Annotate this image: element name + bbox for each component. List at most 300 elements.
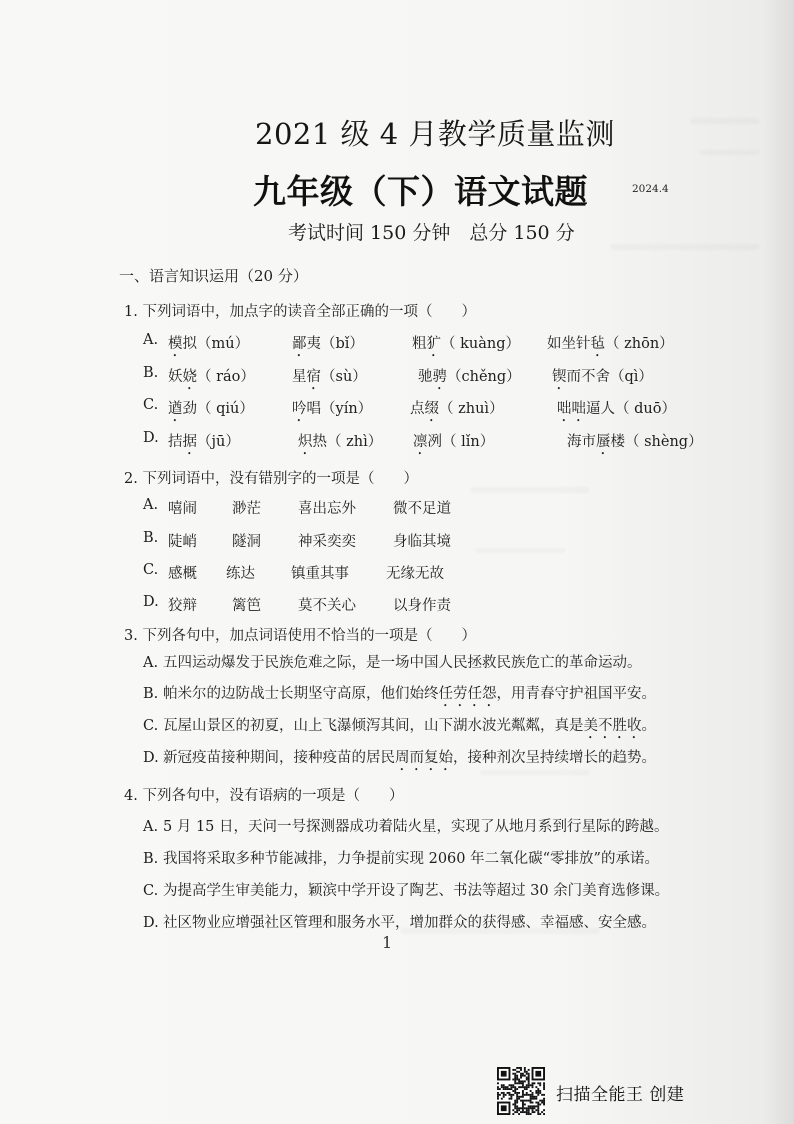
qr-module (516, 1075, 518, 1077)
option-label: A. (143, 332, 159, 348)
qr-module (501, 1086, 503, 1088)
word-prefix: 拮 (168, 434, 183, 450)
sentence-text: 五四运动爆发于民族危难之际，是一场中国人民拯救民族危亡的革命运动。 (163, 655, 642, 671)
qr-module (541, 1094, 543, 1096)
q2-a-word-1: 嘻闹 (168, 501, 197, 517)
qr-module (514, 1075, 516, 1077)
scanner-watermark: 扫描全能王 创建 (556, 1085, 685, 1105)
qr-module (520, 1069, 522, 1071)
qr-module (514, 1079, 516, 1081)
page-number: 1 (382, 933, 393, 952)
sentence-text: 为提高学生审美能力，颖滨中学开设了陶艺、书法等超过 30 余门美育选修课。 (163, 883, 670, 899)
qr-module (522, 1086, 524, 1088)
qr-module (526, 1109, 528, 1111)
qr-module (514, 1080, 516, 1082)
qr-module (532, 1102, 534, 1104)
option-label: A. (143, 819, 159, 835)
qr-module (530, 1096, 532, 1098)
qr-module (516, 1111, 518, 1113)
qr-module (518, 1109, 520, 1111)
q1-c-word-4 (557, 397, 676, 425)
q1-b-word-2 (292, 365, 367, 393)
qr-module (522, 1107, 524, 1109)
qr-module (512, 1090, 514, 1092)
qr-module (522, 1105, 524, 1107)
qr-module (522, 1084, 524, 1086)
qr-module (543, 1084, 545, 1086)
qr-module (522, 1103, 524, 1105)
sentence-text: 帕米尔的边防战士长期坚守高原，他们始终 (163, 686, 439, 702)
qr-module (499, 1094, 501, 1096)
q2-d-word-3: 莫不关心 (298, 598, 356, 614)
qr-module (543, 1086, 545, 1088)
qr-module (526, 1088, 528, 1090)
qr-module (528, 1075, 530, 1077)
qr-module (516, 1077, 518, 1079)
qr-module (516, 1082, 518, 1084)
qr-module (528, 1073, 530, 1075)
qr-module (530, 1113, 532, 1115)
qr-module (514, 1103, 516, 1105)
word-suffix-pinyin: 楼（ shèng） (610, 434, 703, 450)
qr-module (520, 1107, 522, 1109)
q3-option-d (143, 746, 656, 774)
qr-module (528, 1109, 530, 1111)
qr-module (530, 1098, 532, 1100)
qr-module (532, 1084, 534, 1086)
qr-module (514, 1086, 516, 1088)
qr-module (512, 1094, 514, 1096)
qr-module (543, 1113, 545, 1115)
qr-module (532, 1109, 534, 1111)
qr-code-icon (497, 1067, 545, 1115)
qr-module (537, 1102, 539, 1104)
dotted-character: 据 (182, 434, 197, 450)
qr-module (497, 1094, 499, 1096)
word-prefix: 妖 (168, 369, 183, 385)
q2-d-word-1: 狡辩 (168, 598, 197, 614)
qr-module (526, 1079, 528, 1081)
qr-module (520, 1086, 522, 1088)
qr-module (505, 1086, 507, 1088)
qr-module (528, 1077, 530, 1079)
qr-module (530, 1102, 532, 1104)
q1-c-word-1 (168, 397, 254, 425)
qr-module (522, 1075, 524, 1077)
qr-module (533, 1082, 535, 1084)
qr-module (497, 1092, 499, 1094)
qr-module (514, 1092, 516, 1094)
q1-b-word-3 (418, 365, 521, 393)
qr-module (514, 1077, 516, 1079)
qr-module (522, 1092, 524, 1094)
q4-option-d (143, 911, 656, 932)
qr-module (522, 1109, 524, 1111)
q2-d-word-2: 篱笆 (232, 598, 261, 614)
option-label: B. (143, 530, 159, 546)
qr-module (514, 1102, 516, 1104)
q1-a-word-1 (168, 332, 249, 360)
qr-module (526, 1092, 528, 1094)
qr-module (533, 1105, 535, 1107)
dotted-character: 鄙 (292, 336, 307, 352)
qr-module (512, 1086, 514, 1088)
qr-finder-inner (501, 1071, 507, 1077)
qr-module (516, 1071, 518, 1073)
word-suffix-pinyin: 夷（bǐ） (306, 336, 364, 352)
qr-module (526, 1086, 528, 1088)
qr-module (535, 1109, 537, 1111)
qr-module (533, 1111, 535, 1113)
qr-module (530, 1084, 532, 1086)
qr-module (512, 1073, 514, 1075)
qr-module (503, 1094, 505, 1096)
qr-module (526, 1084, 528, 1086)
qr-module (522, 1111, 524, 1113)
qr-module (510, 1096, 512, 1098)
q2-b-word-1: 陡峭 (168, 534, 197, 550)
qr-module (522, 1090, 524, 1092)
qr-module (528, 1084, 530, 1086)
q1-option-a (0, 332, 794, 352)
qr-module (535, 1105, 537, 1107)
qr-module (520, 1073, 522, 1075)
question-3-stem: 3. 下列各句中，加点词语使用不恰当的一项是（ ） (124, 628, 476, 644)
qr-module (530, 1105, 532, 1107)
qr-module (543, 1100, 545, 1102)
qr-module (526, 1100, 528, 1102)
q1-a-word-4 (547, 332, 674, 360)
qr-module (514, 1082, 516, 1084)
qr-module (514, 1069, 516, 1071)
exam-title: 2021 级 4 月教学质量监测 (255, 117, 615, 151)
qr-module (520, 1067, 522, 1069)
qr-module (522, 1102, 524, 1104)
q2-option-d (0, 594, 794, 614)
word-prefix: 驰 (418, 369, 433, 385)
option-label: B. (143, 365, 159, 381)
word-prefix: 点 (410, 401, 425, 417)
q2-d-word-4: 以身作责 (393, 598, 451, 614)
word-suffix-pinyin: 拟（mú） (182, 336, 250, 352)
qr-module (518, 1113, 520, 1115)
q2-c-word-1: 感概 (168, 566, 197, 582)
q1-d-word-1 (168, 430, 240, 458)
qr-module (509, 1098, 511, 1100)
qr-module (524, 1100, 526, 1102)
qr-module (512, 1109, 514, 1111)
sentence-text: 瓦屋山景区的初夏，山上飞瀑倾泻其间，山下湖水波光粼粼，真是 (163, 718, 584, 734)
qr-module (522, 1094, 524, 1096)
qr-module (503, 1092, 505, 1094)
qr-module (518, 1067, 520, 1069)
q2-option-c (0, 562, 794, 582)
qr-module (497, 1086, 499, 1088)
dotted-character: 蜃 (596, 434, 611, 450)
word-suffix-pinyin: （jū） (197, 434, 240, 450)
qr-module (510, 1084, 512, 1086)
qr-module (533, 1096, 535, 1098)
qr-module (526, 1111, 528, 1113)
word-suffix-pinyin: （ ráo） (197, 369, 255, 385)
word-suffix-pinyin: （sù） (321, 369, 367, 385)
qr-module (522, 1080, 524, 1082)
qr-module (518, 1086, 520, 1088)
qr-module (533, 1107, 535, 1109)
option-label: D. (143, 594, 159, 610)
q1-d-word-4 (567, 430, 703, 458)
qr-module (532, 1094, 534, 1096)
qr-module (518, 1092, 520, 1094)
q2-b-word-3: 神采奕奕 (298, 534, 356, 550)
qr-module (518, 1082, 520, 1084)
word-suffix-pinyin: 而不舍（qì） (566, 369, 653, 385)
qr-module (537, 1103, 539, 1105)
bleed-through-smudge (470, 487, 590, 493)
qr-module (528, 1107, 530, 1109)
qr-module (530, 1107, 532, 1109)
option-label: C. (143, 397, 159, 413)
qr-module (514, 1088, 516, 1090)
qr-module (520, 1096, 522, 1098)
dotted-character: 娆 (182, 369, 197, 385)
qr-module (512, 1103, 514, 1105)
qr-module (543, 1109, 545, 1111)
q2-a-word-2: 渺茫 (232, 501, 261, 517)
qr-module (512, 1079, 514, 1081)
dotted-character: 宿 (306, 369, 321, 385)
qr-module (522, 1100, 524, 1102)
q2-option-b (0, 530, 794, 550)
dotted-character: 凛 (413, 434, 428, 450)
qr-module (541, 1102, 543, 1104)
dotted-character: 遒 (168, 401, 183, 417)
qr-module (530, 1100, 532, 1102)
dotted-character: 炽 (298, 434, 313, 450)
qr-module (537, 1092, 539, 1094)
option-label: D. (143, 430, 159, 446)
word-suffix-pinyin: （ zhōn） (605, 336, 674, 352)
word-prefix: 如坐针 (547, 336, 591, 352)
qr-module (526, 1077, 528, 1079)
dotted-character: 模 (168, 336, 183, 352)
qr-module (516, 1096, 518, 1098)
qr-module (532, 1082, 534, 1084)
qr-module (524, 1080, 526, 1082)
qr-module (539, 1092, 541, 1094)
q4-option-b (143, 847, 659, 868)
bleed-through-smudge (690, 118, 760, 124)
qr-module (512, 1113, 514, 1115)
qr-module (510, 1088, 512, 1090)
qr-module (514, 1090, 516, 1092)
qr-module (528, 1100, 530, 1102)
dotted-character: 锲 (552, 369, 567, 385)
qr-module (507, 1092, 509, 1094)
qr-module (537, 1105, 539, 1107)
qr-module (499, 1088, 501, 1090)
qr-module (539, 1082, 541, 1084)
qr-module (532, 1096, 534, 1098)
bleed-through-smudge (700, 150, 760, 155)
qr-module (524, 1069, 526, 1071)
q2-b-word-2: 隧洞 (232, 534, 261, 550)
qr-module (537, 1090, 539, 1092)
q3-option-a (143, 651, 642, 679)
qr-module (516, 1088, 518, 1090)
qr-module (522, 1096, 524, 1098)
dotted-character: 骋 (432, 369, 447, 385)
qr-module (509, 1092, 511, 1094)
q2-option-a (0, 497, 794, 517)
qr-module (535, 1096, 537, 1098)
option-label: A. (143, 655, 159, 671)
qr-module (524, 1071, 526, 1073)
qr-module (543, 1103, 545, 1105)
qr-module (537, 1109, 539, 1111)
qr-module (520, 1100, 522, 1102)
qr-module (526, 1113, 528, 1115)
word-prefix: 星 (292, 369, 307, 385)
qr-module (539, 1103, 541, 1105)
qr-module (537, 1113, 539, 1115)
option-label: A. (143, 497, 159, 513)
dotted-character: 毡 (590, 336, 605, 352)
qr-module (516, 1079, 518, 1081)
qr-module (516, 1092, 518, 1094)
q2-c-word-4: 无缘无故 (386, 566, 444, 582)
qr-module (516, 1102, 518, 1104)
qr-module (524, 1088, 526, 1090)
qr-module (497, 1098, 499, 1100)
qr-module (537, 1088, 539, 1090)
qr-module (497, 1096, 499, 1098)
word-suffix-pinyin: 热（ zhì） (312, 434, 383, 450)
q1-d-word-3 (413, 430, 494, 458)
qr-module (528, 1086, 530, 1088)
qr-module (520, 1082, 522, 1084)
q2-c-word-3: 镇重其事 (291, 566, 349, 582)
qr-module (512, 1084, 514, 1086)
qr-module (524, 1086, 526, 1088)
dotted-character: 缀 (424, 401, 439, 417)
question-4-stem: 4. 下列各句中，没有语病的一项是（ ） (124, 788, 404, 804)
q2-b-word-4: 身临其境 (393, 534, 451, 550)
qr-module (509, 1084, 511, 1086)
qr-module (518, 1096, 520, 1098)
qr-module (516, 1107, 518, 1109)
qr-module (524, 1107, 526, 1109)
qr-module (510, 1098, 512, 1100)
qr-module (509, 1094, 511, 1096)
qr-module (535, 1098, 537, 1100)
qr-finder-inner (535, 1071, 541, 1077)
dotted-phrase: 美不胜收 (583, 718, 642, 734)
qr-module (507, 1086, 509, 1088)
qr-module (524, 1111, 526, 1113)
q2-a-word-4: 微不足道 (393, 501, 451, 517)
qr-module (537, 1082, 539, 1084)
sentence-text-end: ，用青春守护祖国平安。 (496, 686, 656, 702)
qr-module (518, 1080, 520, 1082)
option-label: C. (143, 883, 159, 899)
qr-module (522, 1082, 524, 1084)
qr-module (530, 1090, 532, 1092)
qr-module (516, 1100, 518, 1102)
qr-module (501, 1098, 503, 1100)
q2-c-word-2: 练达 (226, 566, 255, 582)
qr-module (516, 1098, 518, 1100)
qr-module (543, 1088, 545, 1090)
qr-module (528, 1079, 530, 1081)
qr-module (524, 1103, 526, 1105)
q1-a-word-3 (412, 332, 520, 360)
word-prefix: 粗 (412, 336, 427, 352)
sentence-text: 社区物业应增强社区管理和服务水平，增加群众的获得感、幸福感、安全感。 (163, 915, 656, 931)
word-suffix-pinyin: （ kuàng） (441, 336, 520, 352)
qr-module (503, 1096, 505, 1098)
qr-module (520, 1080, 522, 1082)
qr-module (524, 1094, 526, 1096)
qr-finder-inner (501, 1105, 507, 1111)
q4-option-c (143, 879, 669, 900)
word-prefix: 海市 (567, 434, 596, 450)
option-label: D. (143, 750, 159, 766)
qr-module (539, 1084, 541, 1086)
qr-module (532, 1111, 534, 1113)
qr-module (526, 1094, 528, 1096)
qr-module (516, 1094, 518, 1096)
qr-module (530, 1094, 532, 1096)
qr-module (503, 1088, 505, 1090)
sentence-text-end: ，接种剂次呈持续增长的趋势。 (453, 750, 656, 766)
sentence-text: 我国将采取多种节能减排，力争提前实现 2060 年二氧化碳“零排放”的承诺。 (163, 851, 659, 867)
q1-d-word-2 (298, 430, 382, 458)
qr-module (528, 1069, 530, 1071)
section-heading: 一、语言知识运用（20 分） (119, 267, 308, 285)
qr-module (509, 1088, 511, 1090)
qr-module (520, 1077, 522, 1079)
exam-date: 2024.4 (632, 183, 669, 195)
qr-module (528, 1113, 530, 1115)
q1-option-d (0, 430, 794, 450)
qr-module (516, 1067, 518, 1069)
qr-module (535, 1086, 537, 1088)
qr-module (532, 1086, 534, 1088)
exam-info: 考试时间 150 分钟 总分 150 分 (288, 222, 575, 244)
qr-module (514, 1111, 516, 1113)
qr-module (532, 1092, 534, 1094)
qr-module (512, 1069, 514, 1071)
qr-module (528, 1111, 530, 1113)
qr-module (510, 1094, 512, 1096)
qr-module (516, 1105, 518, 1107)
q1-c-word-3 (410, 397, 504, 425)
qr-module (505, 1094, 507, 1096)
qr-module (518, 1098, 520, 1100)
qr-module (524, 1067, 526, 1069)
word-suffix-pinyin: 劲（ qiú） (182, 401, 254, 417)
qr-module (514, 1105, 516, 1107)
qr-module (518, 1071, 520, 1073)
qr-module (532, 1098, 534, 1100)
word-suffix-pinyin: 唱（yín） (306, 401, 373, 417)
qr-module (514, 1100, 516, 1102)
qr-module (537, 1107, 539, 1109)
qr-module (533, 1098, 535, 1100)
qr-module (539, 1090, 541, 1092)
dotted-character: 咄咄 (557, 401, 586, 417)
